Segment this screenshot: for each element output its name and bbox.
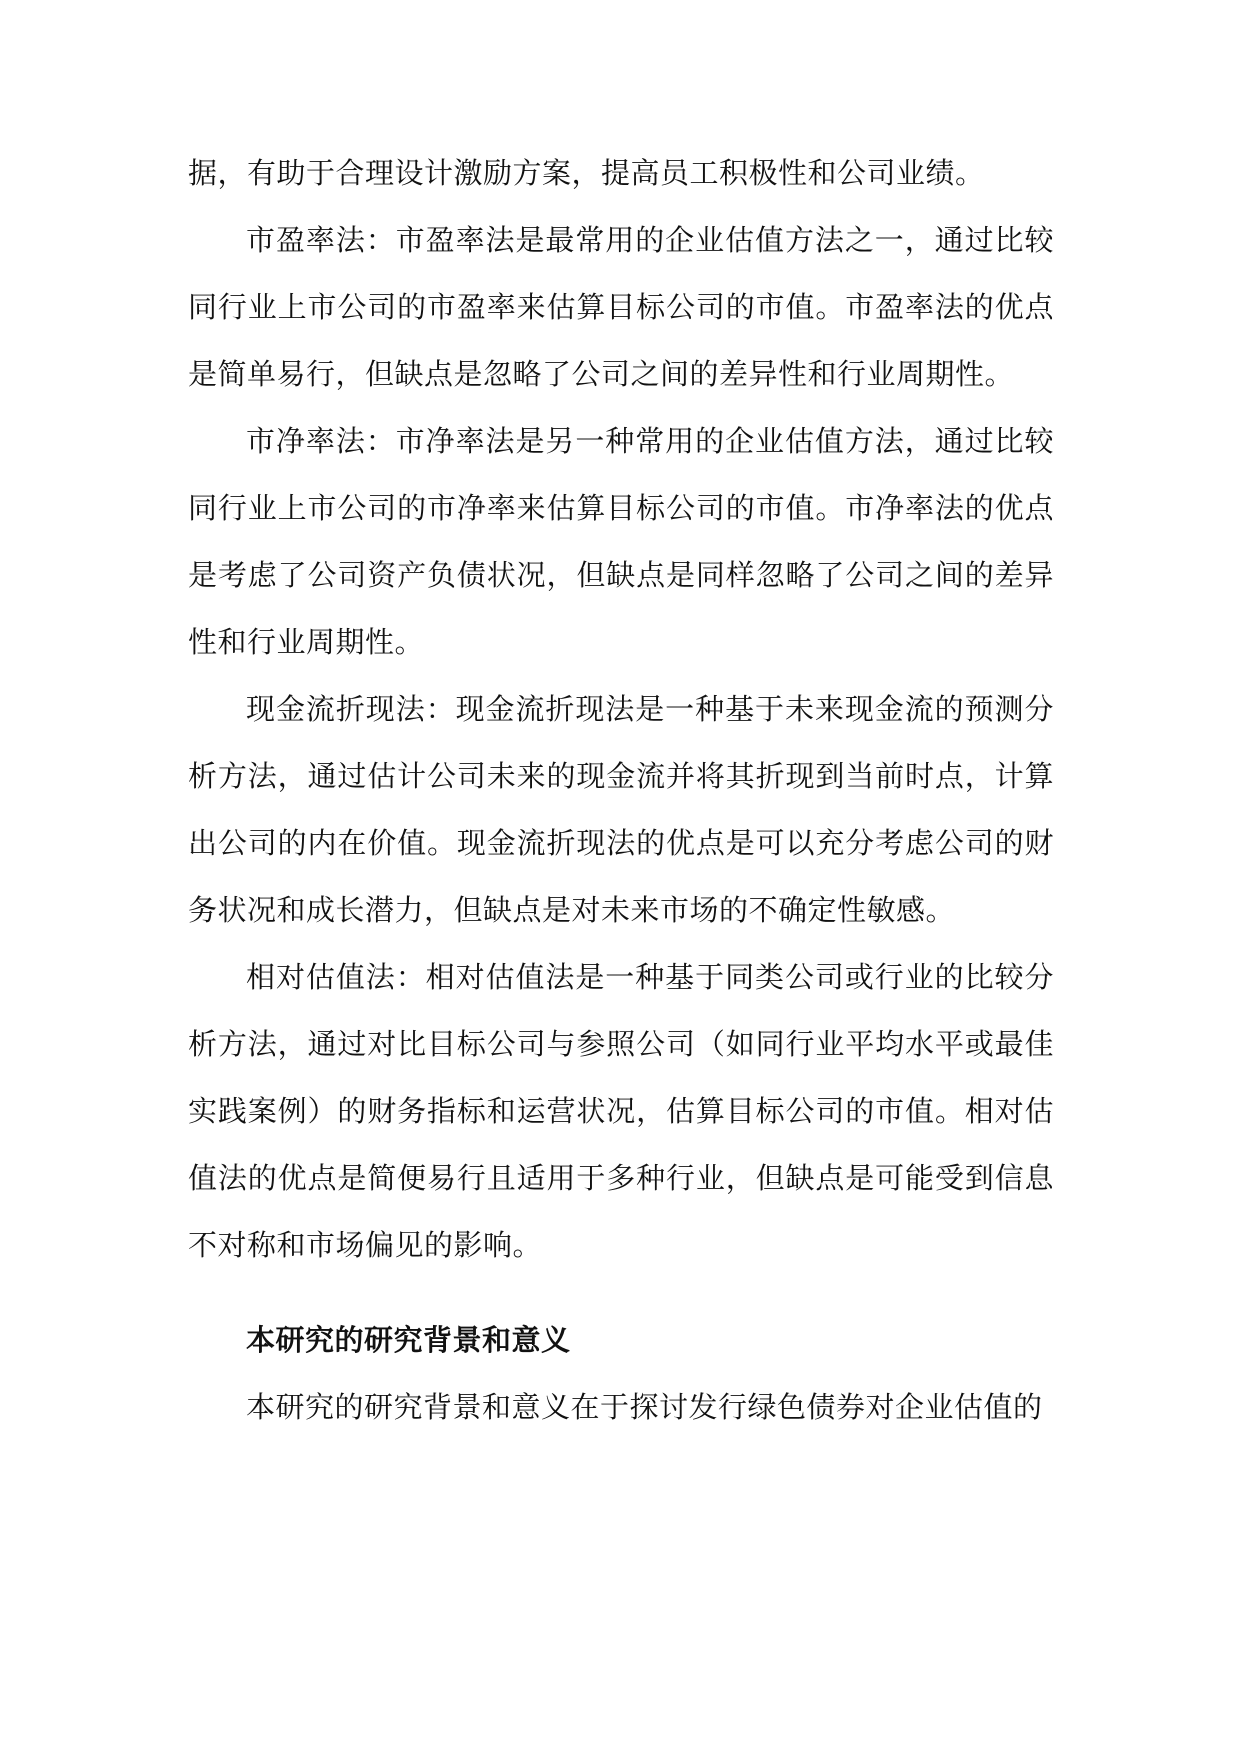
paragraph-pe-ratio-method: 市盈率法：市盈率法是最常用的企业估值方法之一，通过比较同行业上市公司的市盈率来估算目标公司的市值。市盈率法的优点是简单易行，但缺点是忽略了公司之间的差异性和行业周期性。 xyxy=(188,223,1054,391)
paragraph-pb-ratio-method: 市净率法：市净率法是另一种常用的企业估值方法，通过比较同行业上市公司的市净率来估算目标公司的市值。市净率法的优点是考虑了公司资产负债状况，但缺点是同样忽略了公司之间的差异性和行业周期性。 xyxy=(188,424,1054,659)
paragraph-continuation: 据，有助于合理设计激励方案，提高员工积极性和公司业绩。 xyxy=(188,156,985,190)
section-heading: 本研究的研究背景和意义 xyxy=(246,1323,571,1357)
section-paragraph: 本研究的研究背景和意义在于探讨发行绿色债券对企业估值的 xyxy=(246,1390,1043,1424)
paragraph-dcf-method: 现金流折现法：现金流折现法是一种基于未来现金流的预测分析方法，通过估计公司未来的现金流并将其折现到当前时点，计算出公司的内在价值。现金流折现法的优点是可以充分考虑公司的财务状况和成长潜力，但缺点是对未来市场的不确定性敏感。 xyxy=(188,692,1054,927)
document-body xyxy=(188,140,1054,1441)
paragraph-relative-valuation-method: 相对估值法：相对估值法是一种基于同类公司或行业的比较分析方法，通过对比目标公司与参照公司（如同行业平均水平或最佳实践案例）的财务指标和运营状况，估算目标公司的市值。相对估值法的优点是简便易行且适用于多种行业，但缺点是可能受到信息不对称和市场偏见的影响。 xyxy=(188,960,1054,1262)
